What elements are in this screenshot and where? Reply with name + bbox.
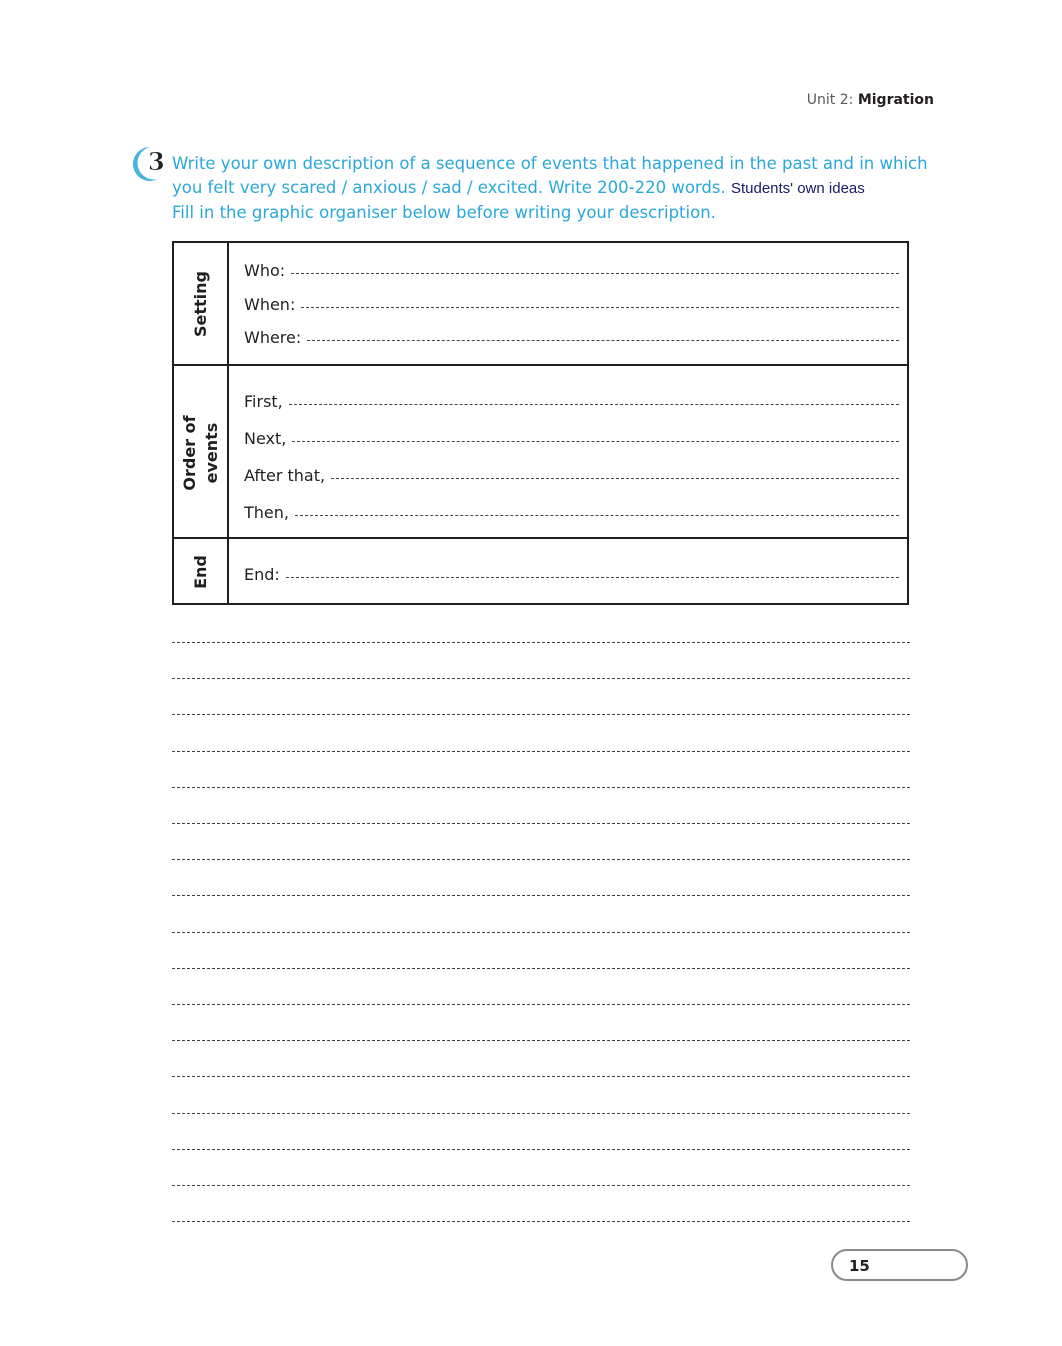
unit-title: Migration	[857, 92, 934, 108]
setting-side-cell	[174, 243, 229, 364]
writing-line[interactable]	[172, 1076, 910, 1077]
writing-line[interactable]	[172, 1040, 910, 1041]
end-section	[174, 537, 907, 605]
graphic-organiser	[172, 241, 909, 605]
writing-line[interactable]	[172, 859, 910, 860]
end-field-label: End:	[244, 565, 280, 584]
end-side-cell	[174, 539, 229, 605]
unit-label: Unit 2:	[806, 92, 854, 108]
next-answer-line[interactable]	[292, 440, 899, 442]
task-number-icon	[128, 144, 168, 184]
who-label: Who:	[244, 261, 286, 280]
end-label: End	[190, 555, 210, 589]
setting-section	[174, 243, 907, 364]
events-section	[174, 364, 907, 539]
task-instructions	[172, 152, 942, 225]
who-field[interactable]	[244, 261, 899, 280]
writing-line[interactable]	[172, 895, 910, 896]
first-field[interactable]	[244, 392, 899, 411]
next-field[interactable]	[244, 429, 899, 448]
events-label-line-1: Order of	[179, 414, 199, 491]
writing-line[interactable]	[172, 823, 910, 824]
after-that-field[interactable]	[244, 466, 899, 485]
page-number: 15	[849, 1257, 870, 1275]
writing-line[interactable]	[172, 751, 910, 752]
instruction-line-2-text: you felt very scared / anxious / sad / excited. Write 200-220 words.	[172, 178, 726, 197]
then-answer-line[interactable]	[295, 514, 899, 516]
after-that-label: After that,	[244, 466, 326, 485]
writing-line[interactable]	[172, 678, 910, 679]
where-label: Where:	[244, 328, 302, 347]
who-answer-line[interactable]	[291, 272, 899, 274]
events-label	[179, 415, 223, 490]
writing-line[interactable]	[172, 1221, 910, 1222]
writing-line[interactable]	[172, 932, 910, 933]
end-field[interactable]	[244, 565, 899, 584]
events-side-cell	[174, 366, 229, 539]
writing-line[interactable]	[172, 1004, 910, 1005]
then-label: Then,	[244, 503, 289, 522]
writing-line[interactable]	[172, 714, 910, 715]
when-answer-line[interactable]	[301, 306, 899, 308]
unit-header	[780, 92, 934, 108]
when-label: When:	[244, 295, 296, 314]
writing-line[interactable]	[172, 968, 910, 969]
first-answer-line[interactable]	[289, 403, 899, 405]
task-number: 3	[148, 147, 165, 176]
writing-line[interactable]	[172, 1113, 910, 1114]
writing-line[interactable]	[172, 1149, 910, 1150]
page-number-badge	[831, 1249, 968, 1281]
when-field[interactable]	[244, 295, 899, 314]
where-answer-line[interactable]	[307, 339, 899, 341]
next-label: Next,	[244, 429, 287, 448]
instruction-line-3: Fill in the graphic organiser below before writing your description.	[172, 203, 716, 222]
where-field[interactable]	[244, 328, 899, 347]
setting-label: Setting	[190, 270, 210, 337]
first-label: First,	[244, 392, 283, 411]
events-label-line-2: events	[201, 422, 221, 483]
then-field[interactable]	[244, 503, 899, 522]
end-answer-line[interactable]	[286, 576, 899, 578]
instruction-line-2	[172, 176, 942, 201]
answer-note: Students' own ideas	[730, 180, 865, 197]
writing-line[interactable]	[172, 787, 910, 788]
after-that-answer-line[interactable]	[331, 477, 899, 479]
writing-line[interactable]	[172, 642, 910, 643]
writing-line[interactable]	[172, 1185, 910, 1186]
instruction-line-1: Write your own description of a sequence of events that happened in the past and in which	[172, 154, 928, 173]
